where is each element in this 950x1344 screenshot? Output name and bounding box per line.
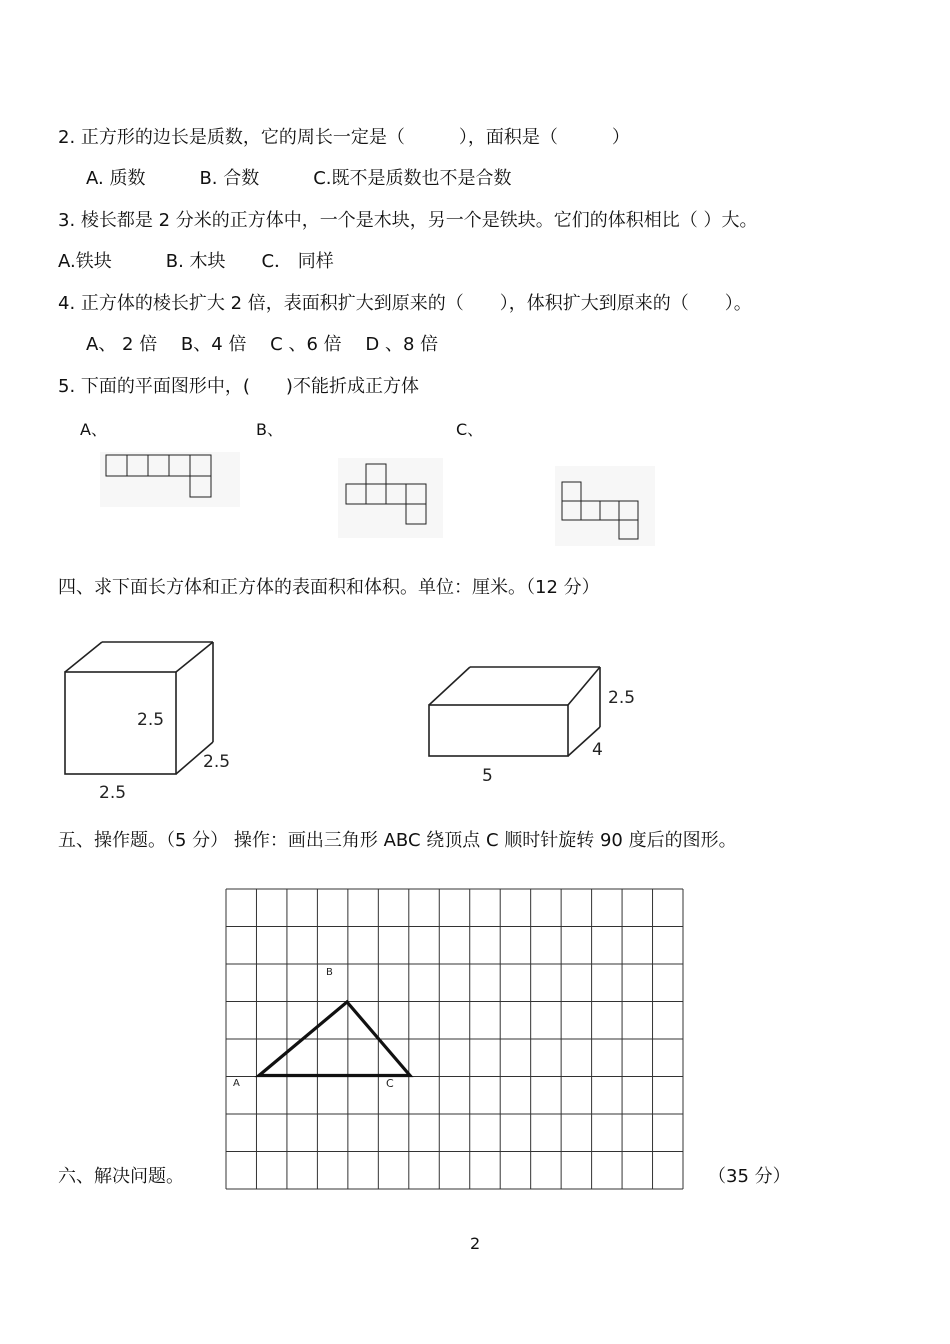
cuboid-length-label: 5 [482, 766, 493, 786]
vertex-b-label: B [326, 967, 333, 978]
section4-title: 四、求下面长方体和正方体的表面积和体积。单位：厘米。（12 分） [58, 577, 600, 598]
q5-option-c-label: C、 [456, 420, 484, 439]
section5-title: 五、操作题。（5 分） 操作：画出三角形 ABC 绕顶点 C 顺时针旋转 90 度后的图形。 [58, 830, 737, 851]
cube-depth-label: 2.5 [203, 752, 231, 772]
q5-option-a-label: A、 [80, 420, 107, 439]
q5-option-b-label: B、 [256, 420, 283, 439]
q2-options: A. 质数 B. 合数 C.既不是质数也不是合数 [86, 168, 512, 189]
q3-options: A.铁块 B. 木块 C． 同样 [58, 251, 334, 272]
q4-options: A、 2 倍 B、4 倍 C 、6 倍 D 、8 倍 [86, 334, 439, 355]
vertex-c-label: C [386, 1077, 394, 1090]
q4-stem: 4. 正方体的棱长扩大 2 倍，表面积扩大到原来的（ ），体积扩大到原来的（ ）。 [58, 293, 752, 314]
page-number: 2 [470, 1234, 481, 1253]
vertex-a-label: A [233, 1078, 240, 1089]
q3-stem: 3. 棱长都是 2 分米的正方体中，一个是木块，另一个是铁块。它们的体积相比（ ）大。 [58, 210, 758, 231]
cube-width-label: 2.5 [99, 783, 127, 803]
rotation-grid [225, 888, 685, 1192]
cuboid-figure [420, 655, 660, 805]
q2-stem: 2. 正方形的边长是质数，它的周长一定是（ ），面积是（ ） [58, 127, 630, 148]
cube-net-c [555, 466, 655, 546]
cube-net-a [100, 452, 240, 507]
cube-net-b [338, 458, 443, 538]
cuboid-height-label: 2.5 [608, 688, 636, 708]
section6-score: （35 分） [708, 1166, 791, 1187]
cuboid-depth-label: 4 [592, 740, 603, 760]
cube-figure [55, 630, 315, 810]
section6-title: 六、解决问题。 [58, 1166, 184, 1187]
cube-height-label: 2.5 [137, 710, 165, 730]
q5-stem: 5. 下面的平面图形中，( )不能折成正方体 [58, 376, 419, 397]
